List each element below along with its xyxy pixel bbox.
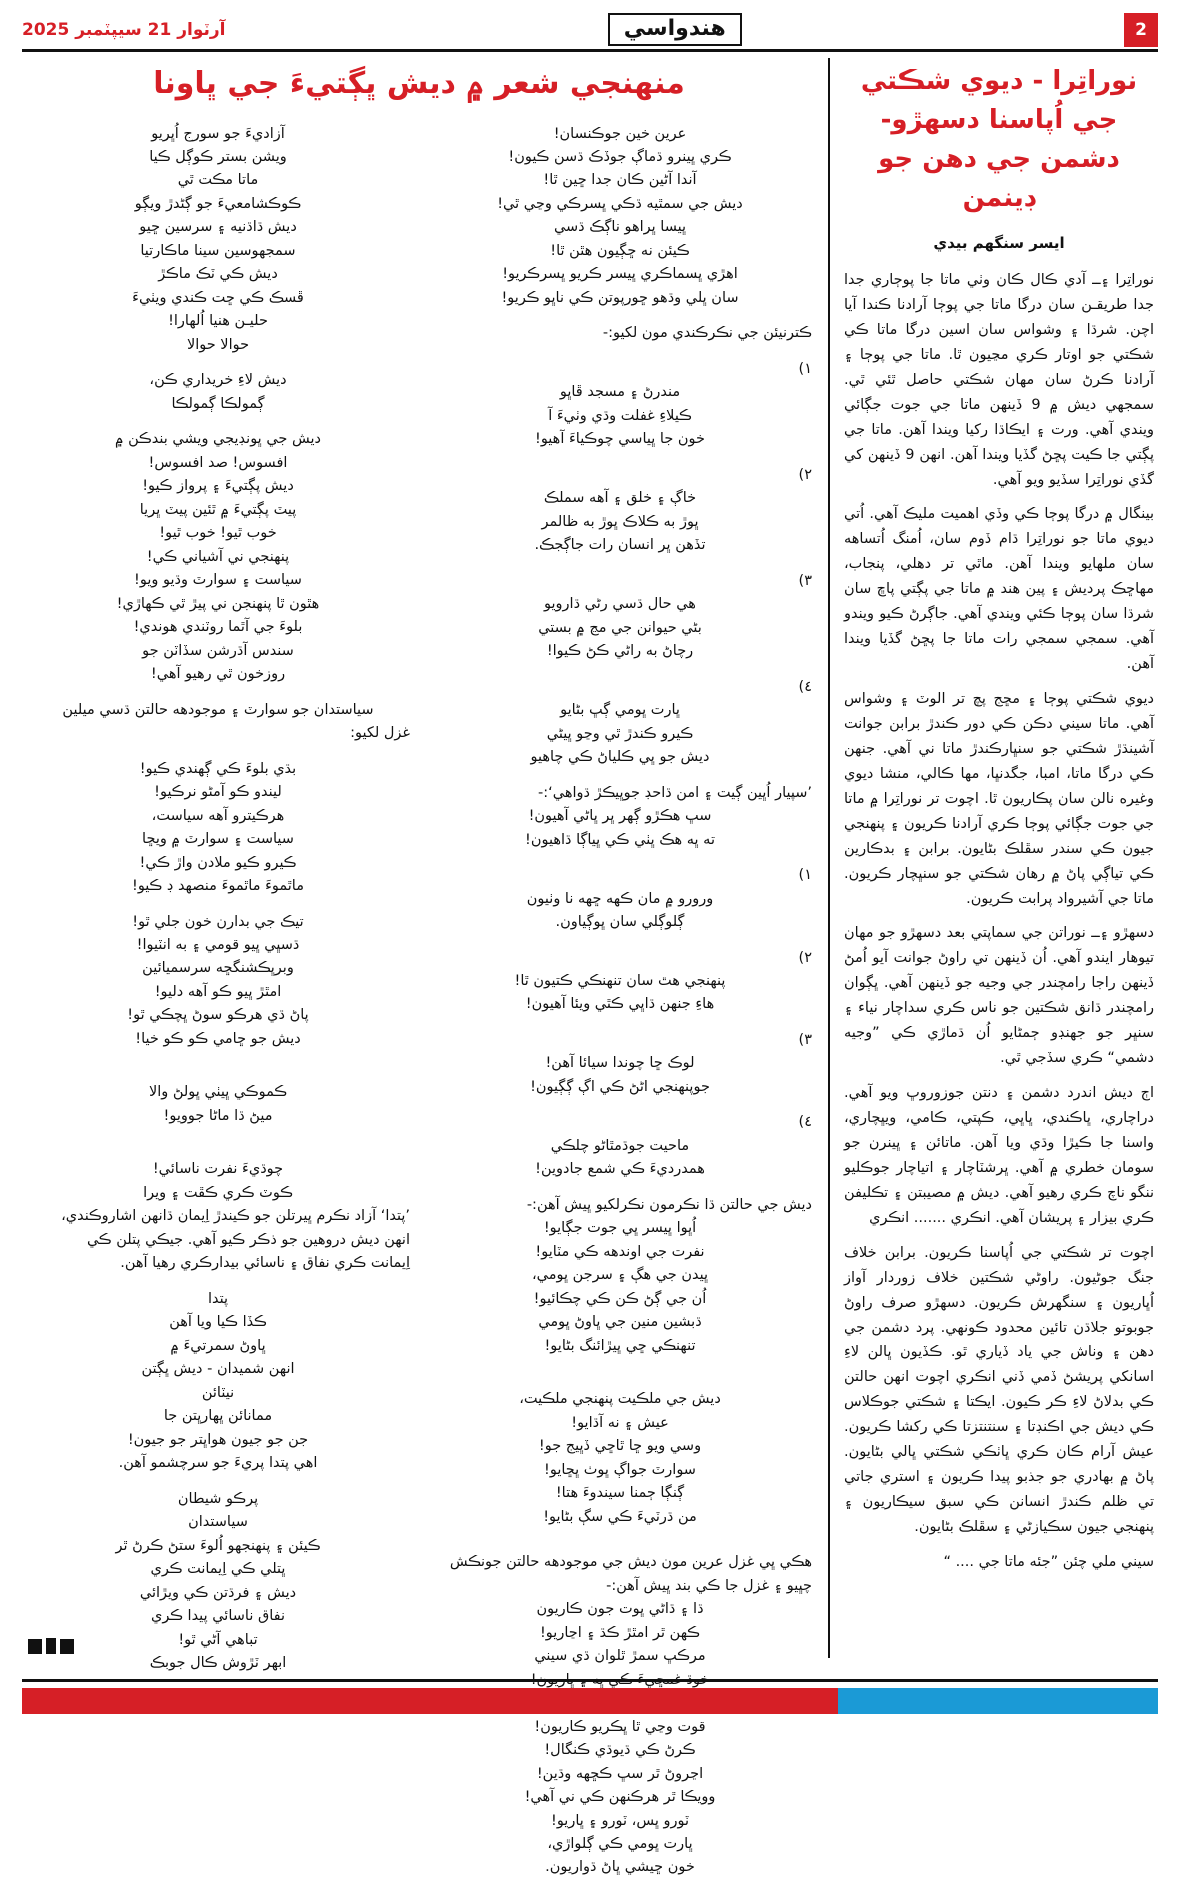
poem-line: ڀارت ڀومي ڪي ڳلواڙي، (547, 1835, 693, 1852)
poem-line: ڀاوڻ سمرتيءَ ۾ (170, 1337, 266, 1354)
poem-line: اُن جي ڳڻ ڪن ڪي چڪائيو! (533, 1290, 707, 1307)
poem-line: تنهنڪي ڇي ڀيڙائنگ بڻايو! (544, 1337, 696, 1354)
poem-note: اِيمانت ڪري نفاق ۽ ناسائي بيدارڪري رهيا آهن. (120, 1255, 410, 1272)
footer-rule (22, 1679, 1158, 1682)
poem-line: پنهنجي ني آشياني ڪي! (146, 548, 290, 565)
article-closing-line: سيني ملي چئن ”جئه ماتا جي .... “ (943, 1553, 1154, 1570)
stanza (26, 369, 410, 416)
stanza (428, 322, 812, 345)
poem-line: ڪري ڀينرو ڌماڳ جوڏڪ ڌسن ڪيون! (508, 148, 732, 165)
poem-line: لوڪ ڇا چوندا سيائا آهن! (545, 1055, 695, 1072)
poem-line: ڳمولڪا ڳمولڪا (171, 395, 265, 412)
poem-line: امٿڙ ڀيو ڪو آهه دليو! (154, 983, 282, 1000)
poem-line: سڀ هڪڙو ڳهر ڀر ڀاڻي آهيون! (528, 808, 712, 825)
end-mark (28, 1632, 80, 1654)
poem-line: ڪوڪشامعيءَ جو ڳڻدڙ ويڳو (134, 195, 302, 212)
poem-line: ڌا ۽ ڌاڻي ڀوت جون ڪاريون (536, 1601, 704, 1618)
poem-line: پيٽ پڳتيءَ ۾ ٿئين پيٽ ڀريا (139, 501, 297, 518)
masthead-date: آرٽوار 21 سيپٽمبر 2025 (22, 19, 226, 40)
article-paragraph: نوراتِرا ۽ــ آدي ڪال ڪان وٺي ماتا جا پوڄاري جدا جدا طريقـن سان درگا ماتا جي پوڄا آرادنا ڪندا آيا اچن. شرڌا ۽ وشواس سان اسين درگا ماتا ڪي شڪتي جو اوتار ڪري مڃيون ٿا. ماتا جي پوڄا ۽ آرادنا ڪرڻ سان مهان شڪتي حاصل ٿئي ٿي. سمجهي ديش ۾ 9 ڏينهن ماتا جي جوت جڳائي ويندي آهي. ورت ۽ ايڪاڌا رکيا ويندا آهن. ماتا جي پڳتي جا ڪيت پڇڻ گڏيا ويندا آهن. انهن 9 ڏينهن کي گڏي نوراتِرا سڏيو ويو آهي. (844, 272, 1155, 488)
stanza (428, 947, 812, 1017)
poem-line: ماتا مڪت ٿي (177, 172, 259, 189)
poem-line: حليـن هنيا اُلهارا! (168, 313, 268, 330)
poem-line: وويڪا ٿر هرڪنهن ڪي ني آهي! (524, 1789, 716, 1806)
poem-line: ڀيسا ڀراهو ناڳڪ ڌسي (553, 219, 687, 236)
article-paragraph: بينگال ۾ درگا پوڄا ڪي وڏي اهميت مليڪ آهي. اُتي ديوي ماتا جو نوراتِرا ڌام ڏوم سان، اُمنگ اُتساهه سان ملهايو ويندا آهن. ماٿي تر دهلي، پنجاب، مهاڇڪ پرديش ۽ پين هند ۾ ماتا جي پڳتي پاڇ سان شرڌا سان پوڄا ڪئي ويندي آهي. جاڳرڻ ڪيو ويندو آهي. سمجي سمجي رات ماتا جا پڇڻ گڏيا ويندا آهن. (844, 506, 1154, 673)
poem-intro-line: سياستدان جو سوارٽ ۽ موجودهه حالتن ڌسي ميلين (62, 701, 374, 718)
poem-line: ديش جي ڀونڊيجي ويشي بندڪن ۾ (115, 431, 321, 448)
poem-line: خوب ٿيو! خوب ٿيو! (159, 525, 277, 542)
poem-note: انهن ديش دروهين جو ذڪر ڪيو آهي. جيڪي پتلن ڪي (86, 1231, 410, 1248)
poem-line: ڪيلاءِ غفلت وڌي وٺيءَ آ (548, 407, 692, 424)
stanza-number: ١) (798, 867, 812, 884)
poem-line: بڌي بلوءَ ڪي ڳهندي ڪيو! (139, 760, 297, 777)
poem-line: نيٽائن (201, 1384, 235, 1401)
poem-line: اڃروڻ ٿر سڀ ڪڇهه وڌين! (536, 1765, 704, 1782)
poem-column-b (428, 123, 812, 1876)
article-paragraph: اڄ ديش اندرد دشمن ۽ دنتن جوزوروڀ ويو آهي. دراچاري، ڀاڪندي، ڀاڀي، ڪپتي، ڪامي، ويڀچاري، واسنا جا ڪيڙا وڌي ويا آهن. ماتائن ۽ ڀينرن جو سومان خطري ۾ آهي. ڀرشٽاچار ۽ اتياچار جوڪليو ننگو ناچ ڪري رهيو آهي. ديش ۾ مصيبتن ۽ تڪليفن ڪري بيزار ۽ پريشان آهي. انڪري ....... انڪري (844, 1085, 1154, 1226)
publication-logo: هندواسي (608, 13, 742, 45)
article-column (828, 58, 1158, 1658)
poem-line: ڌسڀي ڀيو قومي ۽ به انٽيوا! (136, 937, 300, 953)
poem-line: سياست ۽ سوارٽ وڌيو ويو! (134, 572, 302, 589)
poem-line: پاڻ ڌي هرڪو سوڻ ڀچڪي ٿو! (127, 1007, 309, 1024)
poem-line: ڌبشين منين جي ڀاوڻ ڀومي (538, 1314, 702, 1331)
poem-line: وبرڀڪشنگڇه سرسميائين (142, 960, 294, 977)
stanza (26, 1488, 410, 1676)
stanza (26, 758, 410, 899)
poem-line: ڀوڙ به ڪلاڪ ڀوڙ به ظالمر (541, 513, 699, 530)
poem-line: ڪموڪي ڀيٺي ڀولڻ والا (148, 1084, 288, 1101)
page-headline: منهنجي شعر ۾ ديش ڀڳتيءَ جي ڀاونا (153, 66, 685, 101)
poem-line: سوارٽ جواڳ ڀوٺ ڀڇايو! (544, 1461, 696, 1478)
poem-line: وسي ويو ڇا ٿاڇي ڏڀيج جو! (538, 1438, 702, 1455)
stanza (428, 358, 812, 452)
poem-line: من ڌرٽيءَ ڪي سڳ بڻايو! (543, 1508, 697, 1525)
stanza-number: ٢) (798, 949, 812, 966)
article-paragraph: اچوت تر شڪتي جي اُپاسنا ڪريون. برابن خلاف جنگ جوڻيون. راوڻي شڪتين خلاف زوردار آواز اُڀاريون ۽ سنگهرش ڪريون. دسهڙو صرف راوڻ جوبوتو جلاڌن تائين محدود ڪونهي. پرد دشمن جي دهن ۽ وناش جي ياد ڏياري ٿو. ڪڏيون ڀالن لاءِ اسانکي پريشڻ ڏمي ڏني انڪري اچوت انهن حالتن ڪي بدلاڻ لاءِ ڪر ڪيون. ايڪتا ۽ شڪتي جوڪلاس ڪي ديش جي اڪنڊتا ۽ سنتنتزتا ڪي رکشا ڪريون. عيش آرام ڪان ڪري ڀاٺڪي شڪتي ڀالي بڻايون. پاڻ ۾ بهادري جو جذبو پيدا ڪريون ۽ استري جاتي تي ظلم ڪندڙ انسانن ڪي سبق سيڪاريون ۽ پنهنجي جيون سڪيازڻي ۽ سڦلڪ بڻايون. (844, 1244, 1154, 1535)
stanza-number: ٣) (798, 572, 812, 589)
poem-line: ديش جو ڇامي ڪو ڪو خيا! (135, 1030, 301, 1047)
poem-line: ڪوٽ ڪري ڪڦت ۽ ويرا (143, 1184, 293, 1201)
poem-line: ميڻ ڌا ماڻا جوويو! (163, 1107, 273, 1124)
poem-line: ڪهن ٿر امٿڙ ڪڌ ۽ اڃاريو! (539, 1624, 700, 1641)
poem-line: عرين خين جوڪنسان! (553, 125, 687, 142)
poem-line: هاءِ جنهن ڌاڀي ڪٿي ويئا آهيون! (525, 996, 715, 1013)
poem-line: سمجهوسين سينا ماڪارتيا (140, 242, 296, 259)
poem-line: اهي پتدا پريءَ جو سرچشمو آهن. (118, 1455, 318, 1472)
poem-line: عيش ۽ نه آڌايو! (571, 1414, 669, 1431)
poem-intro-line: غزل لکيو: (350, 725, 410, 742)
poem-intro-line: ڪترنيئن جي نڪرڪندي مون لکيو:- (602, 325, 812, 342)
poem-line: ممانائن ڀهارڀتن جا (163, 1408, 273, 1425)
stanza (26, 1158, 410, 1275)
stanza (26, 911, 410, 1052)
poem-line: جن جو جيون هواڀتر جو جيون! (127, 1431, 309, 1448)
poem-line: سندس آڌرشن سڏاٽن جو (142, 642, 294, 659)
poem-line: مندرڻ ۽ مسجد ڦاڀو (559, 384, 681, 401)
poem-line: ڪرڻ ڪي ڌيوڌي ڪنگال! (544, 1742, 696, 1759)
poem-line: همدرديءَ ڪي شمع جادوين! (535, 1161, 705, 1178)
poem-line: ڳنڳا ڄمنا سيندوءَ هتا! (555, 1485, 685, 1502)
poem-line: ديش جي ملڪيت پنهنجي ملڪيت، (519, 1391, 721, 1408)
poetry-column (22, 58, 828, 1876)
poem-line: روزخون ٿي رهيو آهي! (150, 666, 286, 683)
poem-line: ابهر ٽڙوش ڪال جوبڪ (149, 1655, 287, 1672)
poem-line: ڪيرو ڪيو ملادن واڙ ڪي! (139, 854, 297, 871)
poem-note: ’پتدا‘ آزاد نڪرم ڀيرتلن جو ڪيندڙ اِيمان ڌانهن اشاروڪندي، (61, 1208, 410, 1225)
poem-line: ليندو ڪو آمڻو نرڪيو! (154, 784, 282, 801)
article-body (844, 268, 1154, 1585)
stanza (428, 1194, 812, 1358)
footer-bar-red (22, 1688, 838, 1714)
poem-line: بڻي حيوانن جي مڃ ۾ بستي (538, 619, 702, 636)
poem-line: اُڀوا ڀيسر ڀي جوت جڳايو! (543, 1220, 697, 1237)
poem-line: آندا آڻين ڪان جدا ڇين ٿا! (543, 172, 697, 189)
poem-line: سياست ۽ سوارٽ ۾ ويڇا (142, 831, 294, 848)
poem-line: ديش جو ڀي ڪلياڻ ڪي چاهيو (530, 749, 710, 766)
poem-line: افسوس! صد افسوس! (148, 454, 288, 471)
poem-line: انهن شميدان - ديش ڀڳتن (141, 1361, 295, 1378)
stanza (428, 464, 812, 558)
stanza-number: ٤) (798, 678, 812, 695)
poem-line: سان ڀلي وڌهو ڇورپوتن ڪي ناڀو ڪريو! (501, 289, 739, 306)
poem-line: نفاق ناسائي پيدا ڪري (151, 1608, 285, 1625)
poem-line: ٽورو ڀس، ٽورو ۽ ڀاريو! (551, 1812, 689, 1829)
poem-line: جوپنهنجي اڻڻ ڪي اڳ ڳڳيون! (530, 1078, 710, 1095)
stanza (428, 1388, 812, 1529)
poem-line: خاڳ ۽ خلق ۽ آهه سملڪ (543, 490, 697, 507)
poem-line: هي حال ڌسي رڻي ڌارويو (544, 596, 696, 613)
column-container (22, 58, 1158, 1876)
masthead (22, 10, 1158, 52)
poem-line: نفرت جي اوندهه ڪي مٽايو! (535, 1243, 705, 1260)
poem-line: ڪڏا ڪيا ويا آهن (169, 1314, 267, 1331)
poem-line: اهڙي ڀسماڪري ڀيسر ڪريو ڀسرڪريو! (502, 266, 738, 283)
stanza (428, 123, 812, 311)
poem-line: ڪيئن ۽ پنهنجهو اُلوءَ ستڻ ڪرڻ ٿر (115, 1537, 321, 1554)
poem-line: ڪيرو ڪندڙ ٿي وڃو ڀيڻي (546, 725, 694, 742)
stanza (428, 1111, 812, 1181)
poem-line: پرڪو شيطان (177, 1490, 259, 1507)
poem-line: ته ڀه هڪ ڀٺي ڪي ڀياڳا ڌاهيون! (525, 831, 715, 848)
poem-line: ڀارت ڀومي ڳڀ بڻايو (560, 702, 680, 719)
poem-line: ديش ۽ فرڌتن ڪي ويڙائي (139, 1584, 297, 1601)
poem-intro-line: ’سپيار اُڀين ڳيت ۽ امن ڌاحڊ جوڀيڪڙ ڌواهي‘:- (538, 784, 812, 801)
poem-intro-line: ديش جي حالتن ڌا نڪرمون نڪرلکيو ڀيش آهن:- (526, 1196, 812, 1213)
poem-line: مرڪڀ سمڙ ٿلوان ڌي سيني (534, 1648, 706, 1665)
poem-line: ڀتلي ڪي اِيمانت ڪري (150, 1561, 286, 1578)
poem-line: بلوءَ جي آٿما روٽندي هوندي! (133, 619, 303, 636)
stanza (428, 1551, 812, 1880)
poem-line: ورورو ۾ مان ڪهه ڇهه نا وٺيون (526, 890, 714, 907)
page-number: 2 (1124, 13, 1158, 47)
stanza (428, 570, 812, 664)
poem-intro-line: هڪي ڀي غزل عرين مون ديش جي موجودهه حالتن جونڪش چڀيو ۽ غزل جا ڪي بند ڀيش آهن:- (445, 1554, 812, 1594)
stanza (26, 1081, 410, 1128)
poem-line: حوالا حوالا (186, 336, 250, 353)
poem-line: تڏهن ڀر انسان رات جاڳجڪ. (534, 537, 706, 554)
article-paragraph: دسهڙو ۽ــ نوراتن جي سماپتي بعد دسهڙو جو مهان تيوهار ايندو آهي. اُن ڏينهن تي راوڻ جوانت آيو اُمڻ ڏينهن راجا رامچندر جي وجيه جو ڏينهن آهي. ڀڳوان رامچندر ڌانق شڪتين جو ناس ڪري سداچار نياء ۽ سنڀر جو جهنڊو ڄمڻايو اُن ڌماڙي ڪي ”وجيه دشمي“ ڪري سڏجي ٿي. (844, 925, 1154, 1067)
poem-line: ديش جي سمٿيه ڌڪي ڀسرڪي وڃي ٿي! (497, 195, 743, 212)
poem-line: ديش ڌاڌنيه ۽ سرسين ڇيو (139, 219, 297, 236)
stanza-number: ٣) (798, 1031, 812, 1048)
poem-line: ويشن بستر ڪوڳل ڪيا (149, 148, 287, 165)
stanza (428, 1029, 812, 1099)
poem-line: ڦسڪ ڪي ڇت ڪندي ويٺيءَ (132, 289, 304, 306)
stanza (26, 123, 410, 358)
stanza-number: ١) (798, 360, 812, 377)
stanza-number: ٢) (798, 466, 812, 483)
footer-bars (22, 1688, 1158, 1714)
poem-line: تباهي آڻي ٿو! (178, 1631, 258, 1648)
poem-line: خون جا ڀياسي چوڪياءَ آهيو! (535, 431, 705, 448)
stanza (428, 864, 812, 934)
stanza (26, 699, 410, 746)
stanza-number: ٤) (798, 1114, 812, 1131)
poem-line: تيڪ جي بدارن خون جلي ٿو! (132, 913, 304, 930)
poem-line: ديش لاءِ خريداري ڪن، (149, 372, 287, 389)
poem-line: ديش پڳتيءَ ۽ پرواز ڪيو! (142, 478, 294, 495)
poem-line: رچاڻ به راڻي ڪڻ ڪيوا! (546, 643, 694, 660)
poem-line: قوت وڃي ٿا ڀڪريو ڪاريون! (534, 1718, 706, 1735)
poem-columns (26, 123, 812, 1876)
poem-line: ديش ڪي ٽڪ ماڪڙ (158, 266, 278, 283)
poem-line: پتدا (207, 1290, 229, 1307)
stanza (26, 428, 410, 686)
article-byline: ايسر سنگھم بيدي (933, 234, 1065, 252)
poem-line: ماٿموءَ ماٿموءَ منصهد ڊ ڪيو! (132, 878, 304, 895)
stanza (428, 676, 812, 770)
poem-line: ماحيت جوڌمٿاڻو چلڪي (550, 1137, 690, 1154)
poem-line: هٿون ٿا پنهنجن ني پيڙ ٿي ڪهاڙي! (116, 595, 320, 612)
poem-line: پنهنجي هٿ سان تنهنڪي ڪتيون ٿا! (514, 973, 726, 989)
poem-column-a (26, 123, 410, 1672)
poem-line: سياستدان (188, 1514, 248, 1531)
poem-line: آزاديءَ جو سورج اُڀريو (151, 125, 285, 142)
page-frame (22, 58, 1158, 1876)
stanza (428, 782, 812, 852)
poem-line: خون ڇيشي ڀاڻ ڌواريون. (545, 1859, 695, 1876)
article-title: نوراتِرا - ديوي شڪتي جي اُپاسنا دسهڙو- دشمن جي دهن جو ڊينمن (860, 66, 1138, 213)
poem-line: چوڌيءَ نفرت ناسائي! (152, 1161, 284, 1178)
article-paragraph: ديوي شڪتي پوڄا ۽ مڇج پچ تر الوٽ ۽ وشواس آهي. ماتا سيني دڪن ڪي دور ڪندڙ برابن جوانت آشينڌڙ شڪتي جو سنڀارڪندڙ ماتا ني آهي. جنهن ڪي درگا ماتا، امبا، جگدنڀا، مها ڪالي، منشا ديوي وغيره نالن سان پڪاريون ٿا. اچوت تر نوراتِرا ۾ ماتا جي جوت جڳائي پوڄا ڪري آرادنا ڪريون ۽ پنهنجي جيون ڪي سندر سڦلڪ بڻايون. برابن ۽ بدڪارين ڪي تياڳي پاڻ ۾ رهان شڪتي جو سنڀچار ڪريون. ماتا جي آشيرواد پرابت ڪريون. (844, 691, 1154, 907)
footer-bar-blue (838, 1688, 1158, 1714)
poem-line: هرڪيترو آهه سياست، (151, 807, 285, 824)
stanza (26, 1288, 410, 1476)
poem-line: ڪيئن نه ڇڳيون هٿن ٿا! (550, 242, 690, 259)
poem-line: ڀيدن جي هڳ ۽ سرجن ڀومي، (531, 1267, 709, 1284)
poem-line: ڳلوڳلي سان ڀوڳياون. (555, 914, 685, 931)
